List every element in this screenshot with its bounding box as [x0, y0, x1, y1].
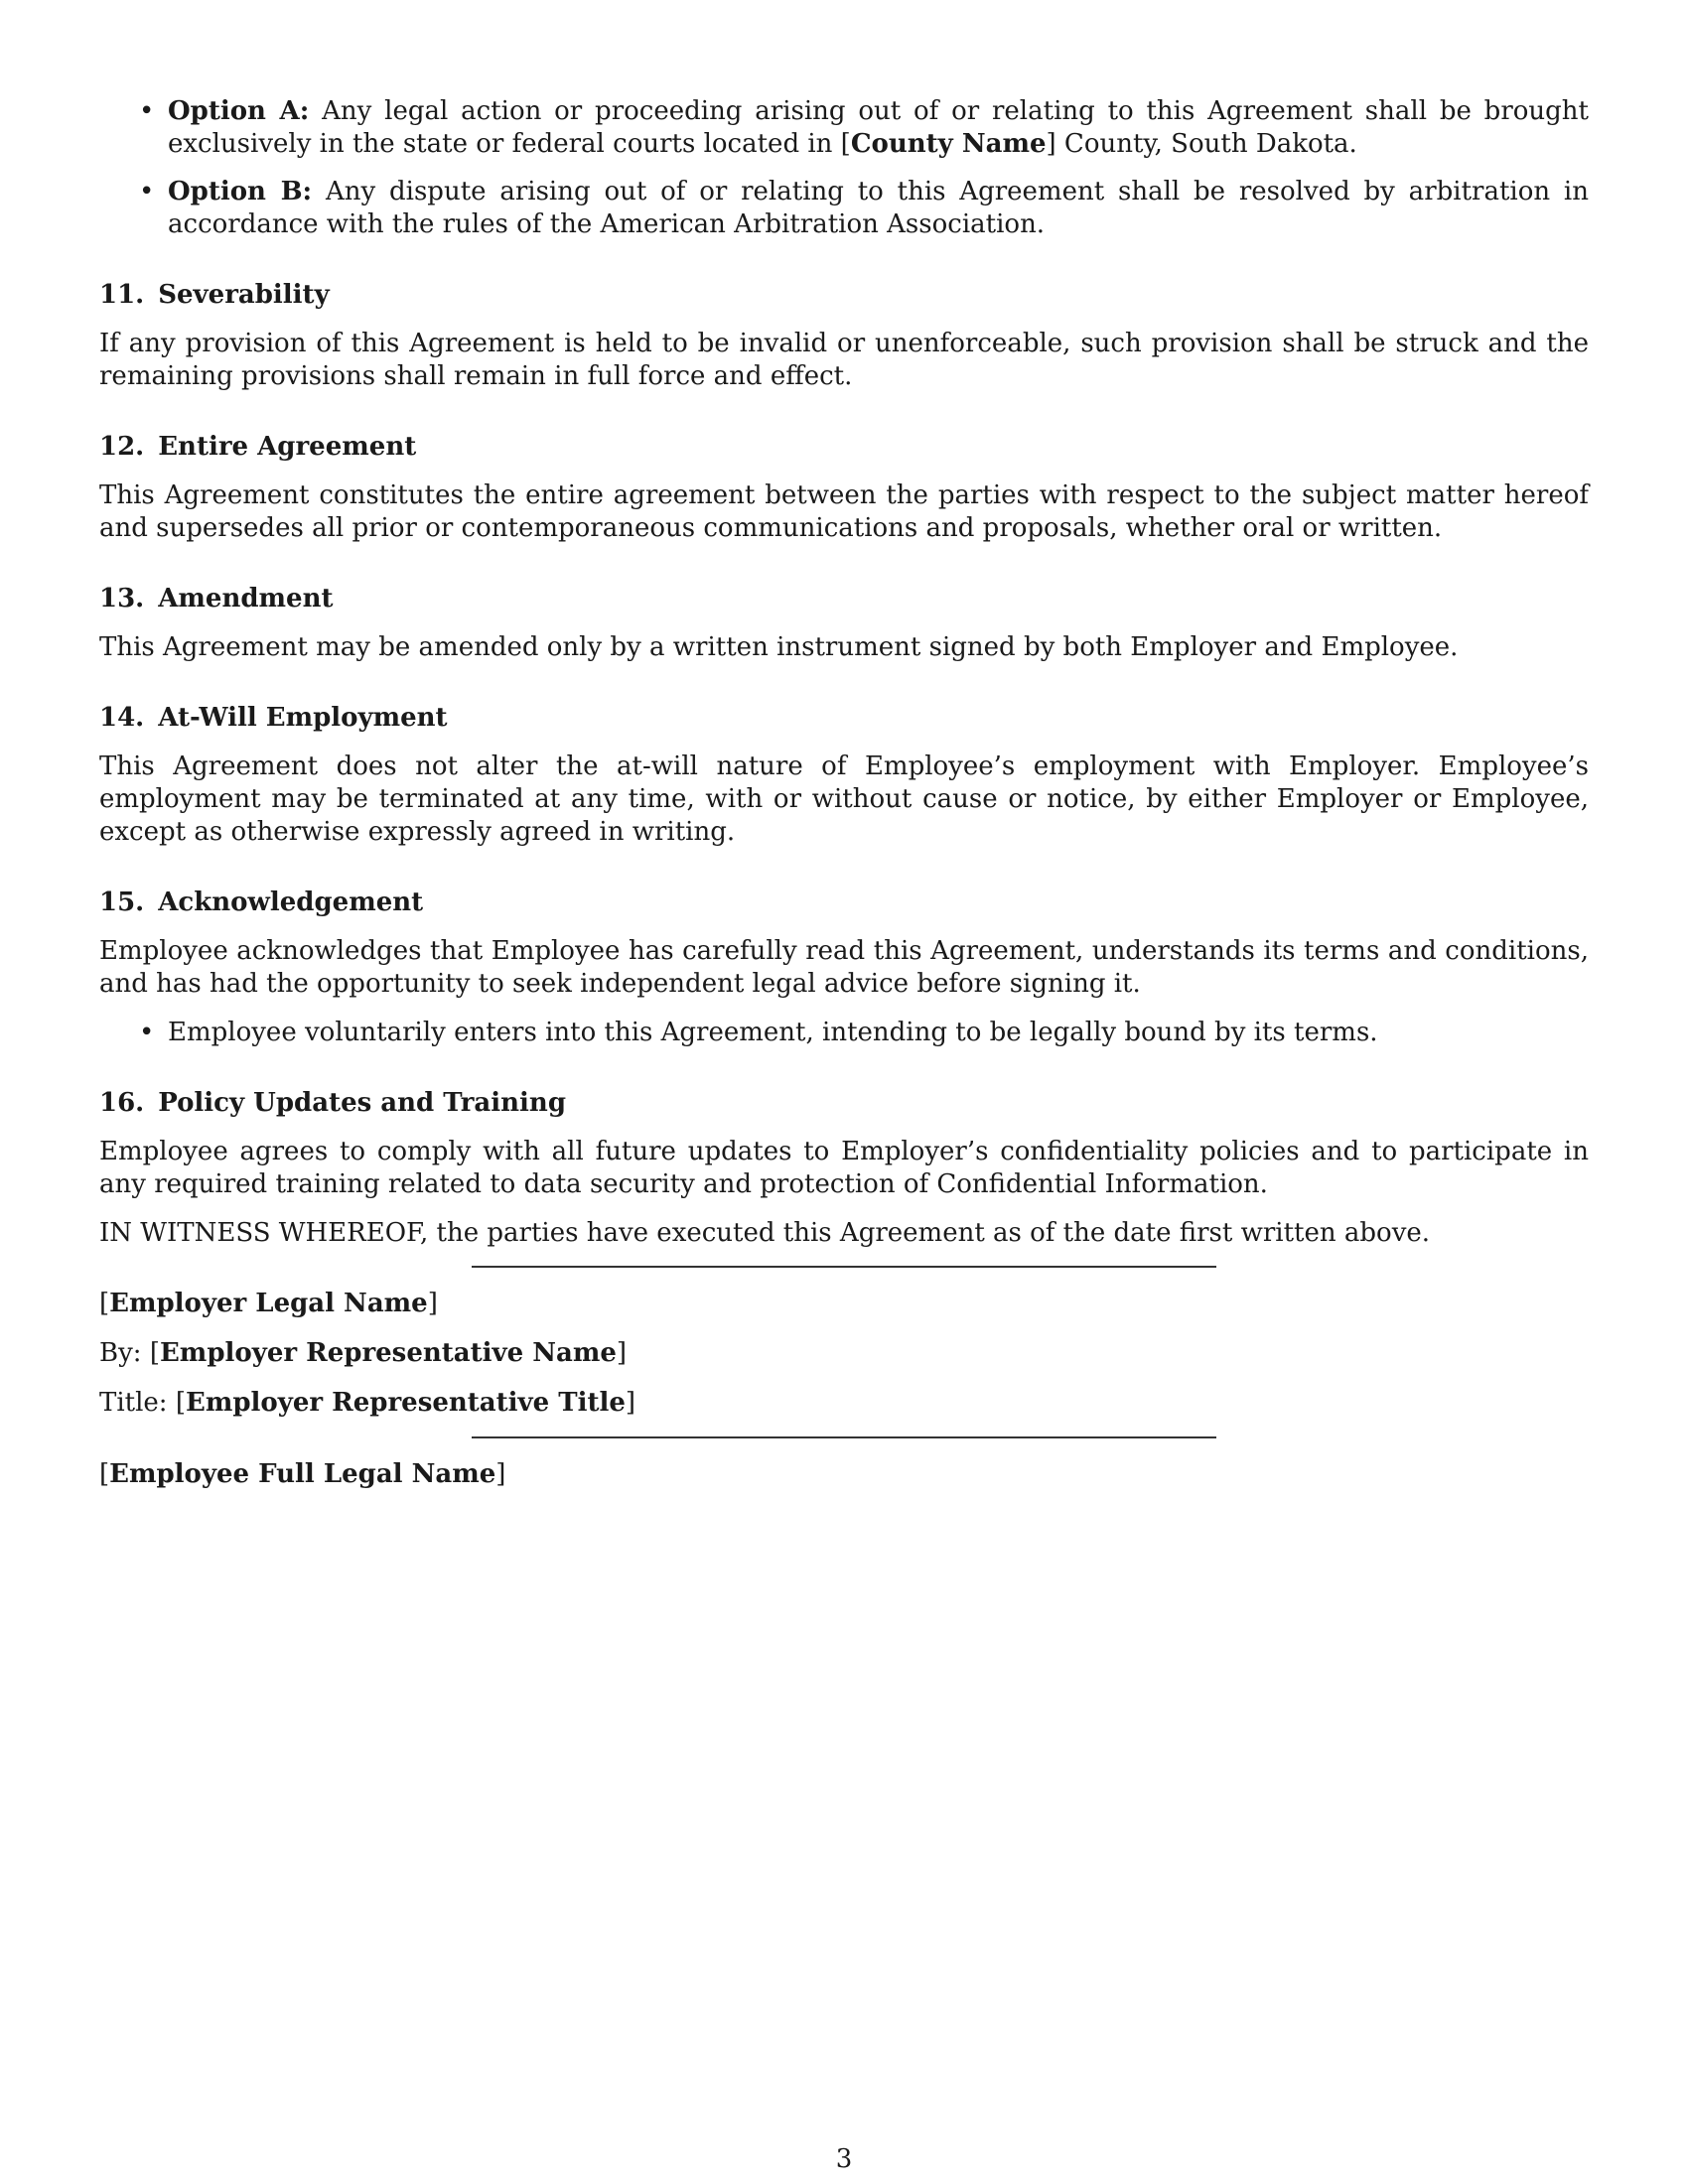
section-12-heading: [99, 431, 1589, 464]
section-15-number: 15.: [99, 887, 145, 917]
section-11-heading: [99, 279, 1589, 312]
section-11-body: If any provision of this Agreement is held to be invalid or unenforceable, such provision shall be struck and the remaining provisions shall remain in full force and effect.: [99, 329, 1589, 391]
employer-rep-title: Employer Representative Title: [186, 1388, 626, 1418]
section-11-number: 11.: [99, 280, 145, 310]
section-14-number: 14.: [99, 703, 145, 733]
section-12-number: 12.: [99, 432, 145, 462]
section-15-title: Acknowledgement: [158, 887, 424, 917]
section-12-body: This Agreement constitutes the entire agreement between the parties with respect to the subject matter hereof and supersedes all prior or contemporaneous communications and proposals, whether oral or written.: [99, 480, 1589, 543]
jurisdiction-options: [99, 95, 1589, 241]
section-12-title: Entire Agreement: [158, 432, 417, 462]
section-16-heading: [99, 1087, 1589, 1120]
section-15-heading: [99, 887, 1589, 919]
section-16-body: Employee agrees to comply with all future updates to Employer’s confidentiality policies and to participate in any required training related to data security and protection of Confidential Information.: [99, 1137, 1589, 1199]
section-15-body: Employee acknowledges that Employee has carefully read this Agreement, understands its terms and conditions, and has had the opportunity to seek independent legal advice before signing it.: [99, 936, 1589, 999]
section-16-title: Policy Updates and Training: [158, 1088, 567, 1118]
employee-signature-line: [472, 1436, 1216, 1438]
option-a: [99, 95, 1589, 161]
employer-signature-line: [472, 1266, 1216, 1268]
page-number: 3: [835, 2144, 853, 2174]
option-b-label: Option B:: [168, 177, 313, 206]
employer-by-row: By: [Employer Representative Name]: [99, 1338, 628, 1368]
option-a-text-end: ] County, South Dakota.: [1046, 129, 1357, 159]
section-13-body: This Agreement may be amended only by a written instrument signed by both Employer and Employee.: [99, 632, 1459, 662]
option-a-label: Option A:: [168, 96, 310, 126]
option-b-text: Any dispute arising out of or relating to this Agreement shall be resolved by arbitration in accordance with the rules of the American Arbitration Association.: [168, 177, 1589, 239]
by-label: By:: [99, 1338, 142, 1368]
employee-signature-block: [99, 1458, 1589, 1491]
option-b: [99, 176, 1589, 241]
section-13-heading: [99, 583, 1589, 615]
title-label: Title:: [99, 1388, 168, 1418]
section-14-body: This Agreement does not alter the at-will nature of Employee’s employment with Employer. Employee’s employment may be terminated at any time, with or without cause or notice, by either Employer or Employee, except as otherwise expressly agreed in writing.: [99, 751, 1589, 847]
employee-legal-name: Employee Full Legal Name: [109, 1459, 496, 1489]
section-14-heading: [99, 702, 1589, 735]
employer-title-row: Title: [Employer Representative Title]: [99, 1388, 636, 1418]
section-11-title: Severability: [158, 280, 330, 310]
section-15-list: [99, 1017, 1589, 1049]
option-a-text: Any legal action or proceeding arising out of or relating to this Agreement shall be brought exclusively in the state or federal courts located in [: [168, 96, 1589, 159]
employer-legal-name: Employer Legal Name: [109, 1289, 428, 1318]
employer-name-row: [Employer Legal Name]: [99, 1289, 438, 1318]
employer-signature-block: [99, 1288, 1589, 1420]
document-page: [99, 95, 1589, 1508]
county-name-placeholder: County Name: [850, 129, 1047, 159]
section-13-number: 13.: [99, 584, 145, 614]
section-16-number: 16.: [99, 1088, 145, 1118]
section-15-bullet: • Employee voluntarily enters into this Agreement, intending to be legally bound by its terms.: [99, 1017, 1589, 1049]
employer-rep-name: Employer Representative Name: [159, 1338, 617, 1368]
section-13-title: Amendment: [158, 584, 334, 614]
section-14-title: At-Will Employment: [158, 703, 448, 733]
witness-clause: IN WITNESS WHEREOF, the parties have executed this Agreement as of the date first written above.: [99, 1218, 1431, 1248]
employee-name-row: [Employee Full Legal Name]: [99, 1459, 506, 1489]
